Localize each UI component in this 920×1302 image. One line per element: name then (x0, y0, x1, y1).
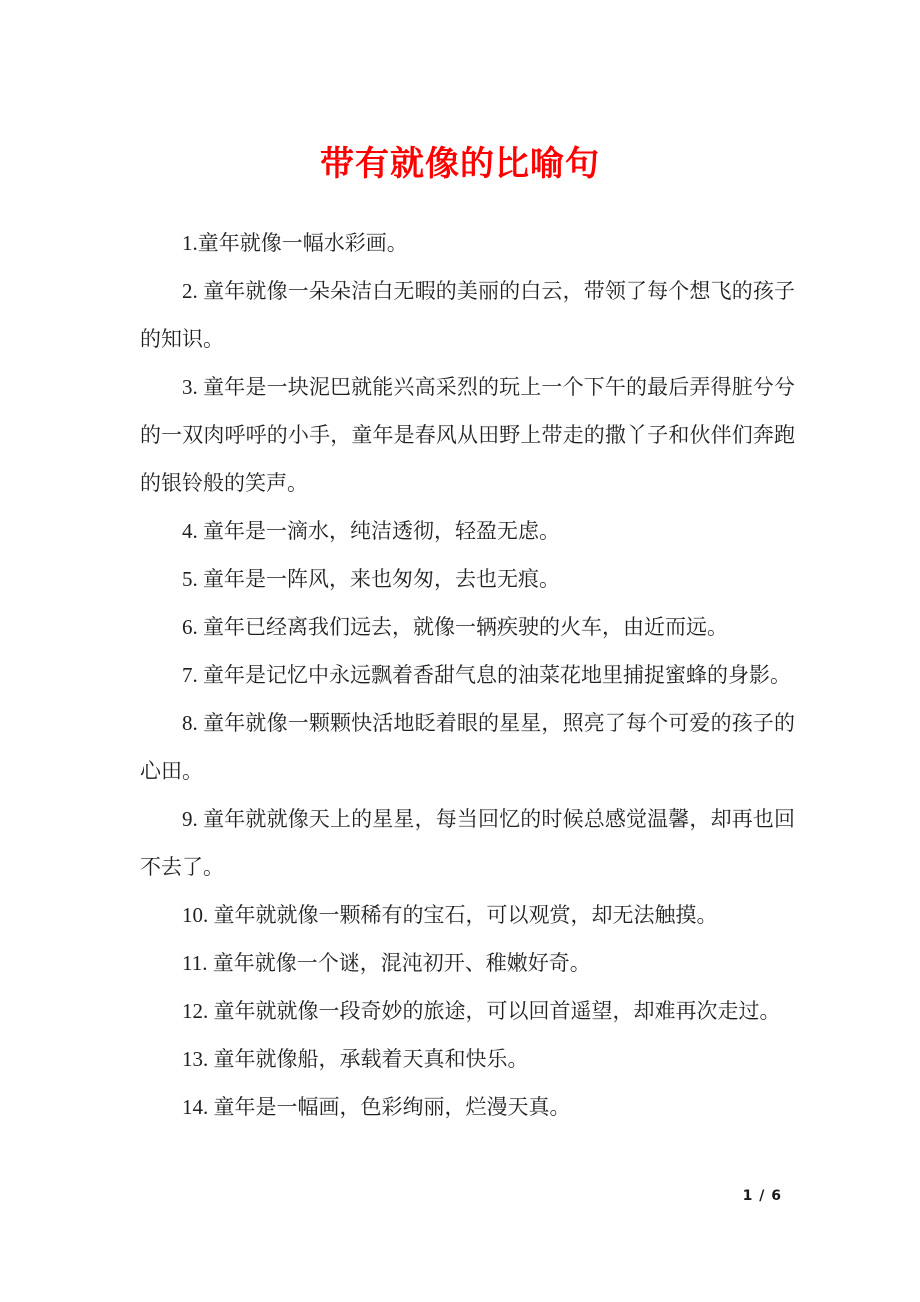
paragraph: 12. 童年就就像一段奇妙的旅途，可以回首遥望，却难再次走过。 (182, 999, 781, 1023)
paragraph: 10. 童年就就像一颗稀有的宝石，可以观赏，却无法触摸。 (182, 903, 718, 927)
document-title: 带有就像的比喻句 (320, 145, 600, 183)
paragraph: 14. 童年是一幅画，色彩绚丽，烂漫天真。 (182, 1095, 571, 1119)
paragraph: 5. 童年是一阵风，来也匆匆，去也无痕。 (182, 567, 560, 591)
paragraph-list (140, 219, 795, 1131)
paragraph: 2. 童年就像一朵朵洁白无暇的美丽的白云，带领了每个想飞的孩子的知识。 (140, 279, 795, 351)
paragraph: 11. 童年就像一个谜，混沌初开、稚嫩好奇。 (182, 951, 591, 975)
paragraph: 13. 童年就像船，承载着天真和快乐。 (182, 1047, 529, 1071)
page-number: 1 / 6 (742, 1188, 782, 1204)
paragraph: 8. 童年就像一颗颗快活地眨着眼的星星，照亮了每个可爱的孩子的心田。 (140, 711, 795, 783)
paragraph: 9. 童年就就像天上的星星，每当回忆的时候总感觉温馨，却再也回不去了。 (140, 807, 795, 879)
paragraph: 4. 童年是一滴水，纯洁透彻，轻盈无虑。 (182, 519, 560, 543)
paragraph: 7. 童年是记忆中永远飘着香甜气息的油菜花地里捕捉蜜蜂的身影。 (182, 663, 791, 687)
paragraph: 1.童年就像一幅水彩画。 (182, 231, 408, 255)
paragraph: 3. 童年是一块泥巴就能兴高采烈的玩上一个下午的最后弄得脏兮兮的一双肉呼呼的小手，童年是春风从田野上带走的撒丫子和伙伴们奔跑的银铃般的笑声。 (140, 375, 795, 495)
paragraph: 6. 童年已经离我们远去，就像一辆疾驶的火车，由近而远。 (182, 615, 728, 639)
